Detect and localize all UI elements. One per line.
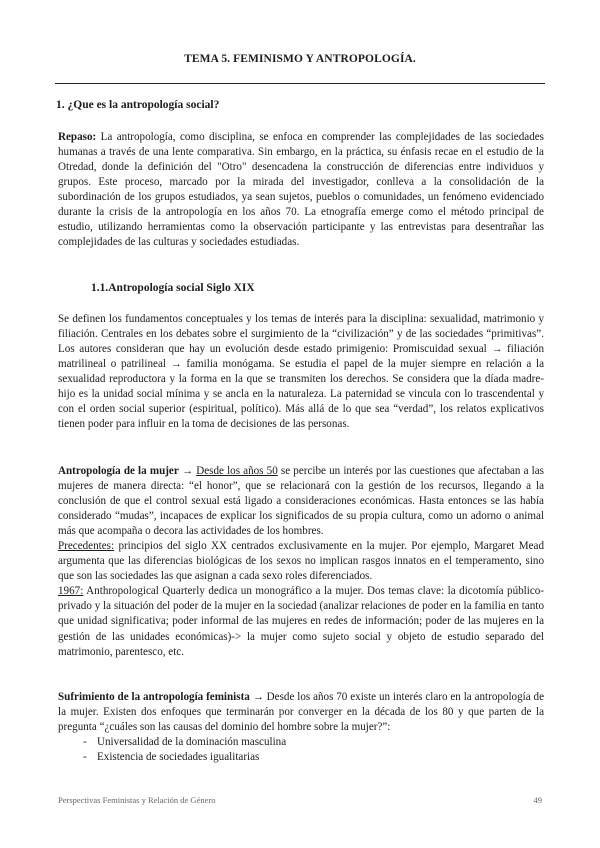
arrow-icon: → (252, 691, 264, 703)
precedentes-paragraph (58, 539, 544, 584)
precedentes-text: principios del siglo XX centrados exclusivamente en la mujer. Por ejemplo, Margaret Mead argumenta que las diferencias biológicas de los sexos no implican rasgos innatos en el temperamento, sino que son las sociedades las que asignan a cada sexo roles diferenciados. (58, 540, 544, 583)
sufrimiento-paragraph (58, 690, 544, 735)
title-divider (55, 83, 545, 84)
year-1967-label: 1967: (58, 585, 84, 598)
date-underlined: Desde los años 50 (196, 465, 278, 477)
sufrimiento-section (58, 690, 544, 765)
page-title: TEMA 5. FEMINISMO Y ANTROPOLOGÍA. (184, 53, 416, 65)
precedentes-label: Precedentes: (58, 540, 115, 553)
section-heading-1-1: 1.1.Antropología social Siglo XIX (91, 282, 255, 294)
sufrimiento-list (58, 735, 544, 765)
repaso-paragraph (58, 130, 544, 250)
sufrimiento-text: Desde los años 70 existe un interés claro en la antropología de la mujer. Existen dos enfoques que terminarán por converger en la década de los 80 y que parten de la pregunta “¿cuáles son las causas del dominio del hombre sobre la mujer?”: (58, 691, 544, 734)
arrow-icon: → (181, 465, 194, 477)
sufrimiento-label: Sufrimiento de la antropología feminista (58, 691, 250, 703)
repaso-label: Repaso: (58, 131, 97, 143)
repaso-text: La antropología, como disciplina, se enfoca en comprender las complejidades de las sociedades humanas a través de una lente comparativa. Sin embargo, en la práctica, su énfasis recae en el estudio de la Otredad, donde la definición del "Otro" desencadena la construcción de diferencias entre individuos y grupos. Este proceso, marcado por la mirada del investigador, conlleva a la consolidación de la subordinación de los grupos estudiados, ya sean sujetos, pueblos o comunidades, un fenómeno evidenciado durante la crisis de la antropología en los años 70. La etnografía emerge como el método principal de estudio, utilizando herramientas como la observación participante y las entrevistas para desentrañar las complejidades de las culturas y sociedades estudiadas. (58, 131, 544, 249)
antropologia-mujer-label: Antropología de la mujer (58, 465, 179, 477)
list-item: - Universalidad de la dominación masculina (83, 735, 544, 750)
antropologia-mujer-text: se percibe un interés por las cuestiones que afectaban a las mujeres de manera directa: “el honor”, que se relacionará con la gestión de los recursos, llegando a la conclusión de que el control sexual está ligado a consideraciones económicas. Hasta entonces se las había considerado “mudas”, incapaces de explicar los significados de su propia cultura, como un adorno o animal más que acompaña o decora las actividades de los hombres. (58, 465, 544, 538)
section-heading-1: 1. ¿Que es la antropología social? (56, 99, 220, 111)
antropologia-mujer-section (58, 464, 544, 660)
siglo-xix-paragraph: Se definen los fundamentos conceptuales y los temas de interés para la disciplina: sexualidad, matrimonio y filiación. Centrales en los debates sobre el surgimiento de la “civilización” y de las sociedades “primitivas”. Los autores consideran que hay un evolución desde estado primigenio: Promiscuidad sexual → filiación matrilineal o patrilineal → familia monógama. Se estudia el papel de la mujer siempre en relación a la sexualidad reproductora y la forma en la que se transmiten los derechos. Se considera que la díada madre-hijo es la unidad social mínima y se ancla en la naturaleza. La paternidad se vincula con lo trascendental y con el orden social superior (espiritual, político). Más allá de lo que sea “verdad”, los relatos explicativos tienen poder para influir en la toma de decisiones de las personas. (58, 313, 544, 431)
year-1967-paragraph (58, 584, 544, 659)
list-item: - Existencia de sociedades igualitarias (83, 750, 544, 765)
year-1967-text: Anthropological Quarterly dedica un monográfico a la mujer. Dos temas clave: la dicotomía público- privado y la situación del poder de la mujer en la sociedad (analizar relaciones de poder en la familia en tanto que unidad significativa; poder informal de las mujeres en redes de información; poder de las mujeres en la gestión de las unidades económicas)-> la mujer como sujeto social y objeto de estudio separado del matrimonio, parentesco, etc. (58, 585, 544, 658)
page-footer (58, 795, 542, 805)
antropologia-mujer-paragraph (58, 464, 544, 539)
footer-course-title: Perspectivas Feministas y Relación de Género (58, 795, 216, 805)
page-number: 49 (533, 795, 542, 805)
